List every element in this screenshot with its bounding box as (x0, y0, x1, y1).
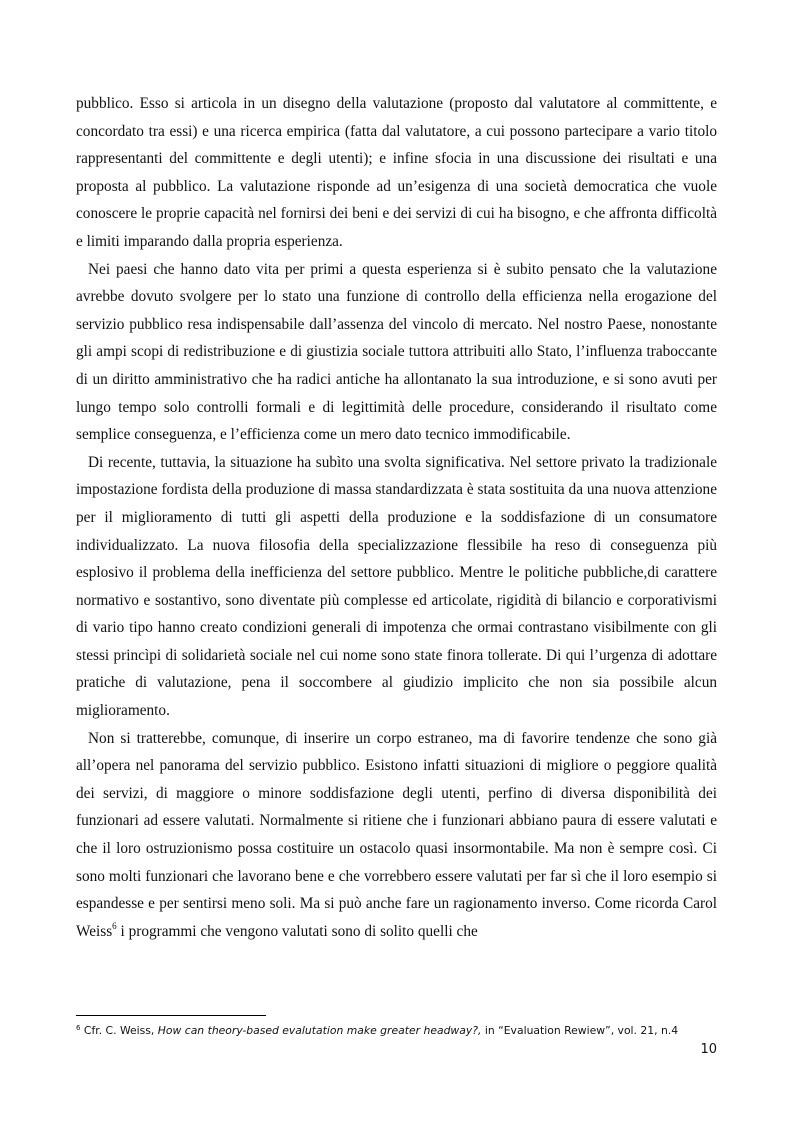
paragraph-1 (76, 90, 717, 256)
paragraph-4-text-continued: i programmi che vengono valutati sono di solito quelli che (116, 922, 478, 940)
paragraph-4-text: Non si tratterebbe, comunque, di inserire un corpo estraneo, ma di favorire tendenze che sono già all’opera nel panorama del servizio pubblico. Esistono infatti situazioni di migliore o peggiore qualità dei servizi, di maggiore o minore soddisfazione degli utenti, perfino di diversa disponibilità dei funzionari ad essere valutati. Normalmente si ritiene che i funzionari abbiano paura di essere valutati e che il loro ostruzionismo possa costituire un ostacolo quasi insormontabile. Ma non è sempre così. Ci sono molti funzionari che lavorano bene e che vorrebbero essere valutati per far sì che il loro esempio si espandesse e per sentirsi meno soli. Ma si può anche fare un ragionamento inverso. Come ricorda Carol Weiss (76, 729, 717, 940)
footnote-marker: 6 (76, 1024, 81, 1032)
page-number: 10 (700, 1042, 717, 1057)
paragraph-2 (76, 256, 717, 449)
paragraph-3 (76, 449, 717, 725)
body-text (76, 90, 717, 945)
footnote-suffix: in “Evaluation Rewiew”, vol. 21, n.4 (481, 1024, 679, 1037)
paragraph-2-text: Nei paesi che hanno dato vita per primi a questa esperienza si è subito pensato che la valutazione avrebbe dovuto svolgere per lo stato una funzione di controllo della efficienza nella erogazione del servizio pubblico resa indispensabile dall’assenza del vincolo di mercato. Nel nostro Paese, nonostante gli ampi scopi di redistribuzione e di giustizia sociale tuttora attribuiti allo Stato, l’influenza traboccante di un diritto amministrativo che ha radici antiche ha allontanato la sua introduzione, e si sono avuti per lungo tempo solo controlli formali e di legittimità delle procedure, considerando il risultato come semplice conseguenza, e l’efficienza come un mero dato tecnico immodificabile. (76, 260, 717, 444)
footnote (76, 1024, 736, 1038)
paragraph-4 (76, 725, 717, 946)
paragraph-1-text: pubblico. Esso si articola in un disegno della valutazione (proposto dal valutatore al committente, e concordato tra essi) e una ricerca empirica (fatta dal valutatore, a cui possono partecipare a vario titolo rappresentanti del committente e degli utenti); e infine sfocia in una discussione dei risultati e una proposta al pubblico. La valutazione risponde ad un’esigenza di una società democratica che vuole conoscere le proprie capacità nel fornirsi dei beni e dei servizi di cui ha bisogno, e che affronta difficoltà e limiti imparando dalla propria esperienza. (76, 95, 717, 250)
paragraph-3-text: Di recente, tuttavia, la situazione ha subìto una svolta significativa. Nel settore privato la tradizionale impostazione fordista della produzione di massa standardizzata è stata sostituita da una nuova attenzione per il miglioramento di tutti gli aspetti della produzione e la soddisfazione di un consumatore individualizzato. La nuova filosofia della specializzazione flessibile ha reso di conseguenza più esplosivo il problema della inefficienza del settore pubblico. Mentre le politiche pubbliche,di carattere normativo e sostantivo, sono diventate più complesse ed articolate, rigidità di bilancio e corporativismi di vario tipo hanno creato condizioni generali di impotenza che ormai contrastano visibilmente con gli stessi princìpi di solidarietà sociale nel cui nome sono state finora tollerate. Di qui l’urgenza di adottare pratiche di valutazione, pena il soccombere al giudizio implicito che non sia possibile alcun miglioramento. (76, 453, 717, 720)
footnote-prefix: Cfr. C. Weiss, (80, 1024, 158, 1037)
footnote-reference[interactable]: 6 (112, 920, 117, 931)
footnote-title: How can theory-based evalutation make greater headway?, (157, 1024, 482, 1037)
footnote-separator (76, 1015, 266, 1016)
